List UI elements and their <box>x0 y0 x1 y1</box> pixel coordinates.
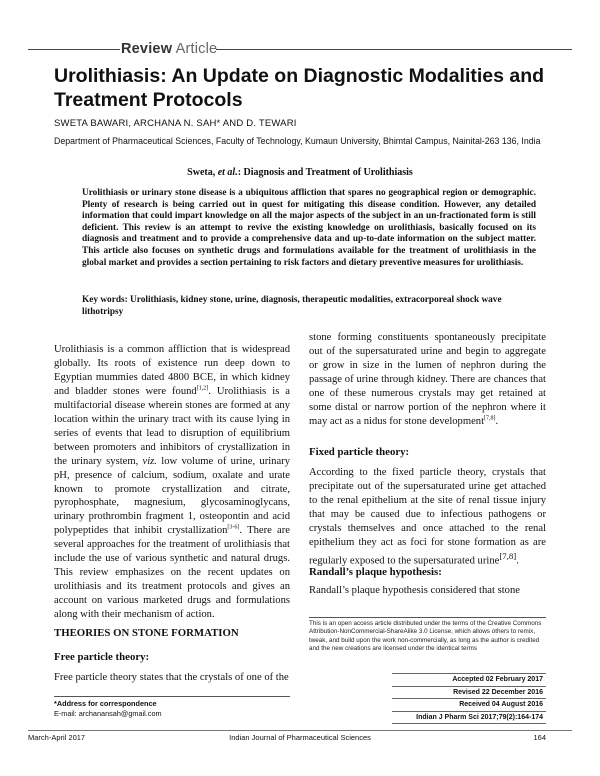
header-rule-left <box>28 49 120 50</box>
citation: [3-6] <box>227 524 240 531</box>
subheading-randall: Randall’s plaque hypothesis: <box>309 566 442 578</box>
free-particle-text: Free particle theory states that the crystals of one of the <box>54 672 289 683</box>
randall-text: Randall’s plaque hypothesis considered that stone <box>309 585 520 596</box>
correspondence-label: *Address for correspondence <box>54 699 157 708</box>
section-label <box>121 40 217 58</box>
continuation-end: . <box>495 415 499 427</box>
fixed-particle-end: . <box>516 555 519 567</box>
abstract: Urolithiasis or urinary stone disease is a ubiquitous affliction that spares no geographical region or demographic. Plenty of research is being carried out in quest for mitigating this disease condition. However, any detailed information that could impart knowledge on all the major aspects of the subject in an un-fractionated form is still deficient. This review is an attempt to revive the existing knowledge on urolithiasis, basically focused on its diagnosis and treatment and to provide a comprehensive data and up-to-date information on the subject matter. This article also focuses on synthetic drugs and formulations available for the treatment of urolithiasis in the global market and provides a section pertaining to risk factors and dietary preventive measures for urolithiasis. <box>82 188 536 268</box>
affiliation: Department of Pharmaceutical Sciences, Faculty of Technology, Kumaun University, Bhimtal Campus, Nainital-263 136, India <box>54 136 541 146</box>
running-head <box>0 167 600 179</box>
intro-paragraph <box>54 343 290 622</box>
article-title: Urolithiasis: An Update on Diagnostic Modalities and Treatment Protocols <box>54 65 545 111</box>
keywords-label: Key words: <box>82 295 128 305</box>
fixed-particle-body: According to the fixed particle theory, crystals that precipitate out of the supersaturated urine get attached to the renal epithelium at the site of renal tissue injury that may be caused due to infectious pathogens or crystals themselves and once attached to the renal epithelium they act as foci for stone formation as are regularly exposed to the supersaturated urine <box>309 467 546 567</box>
revised-date: Revised 22 December 2016 <box>392 686 546 699</box>
footer-issue: March-April 2017 <box>28 733 86 742</box>
author-list: SWETA BAWARI, ARCHANA N. SAH* AND D. TEWARI <box>54 118 297 129</box>
accepted-date: Accepted 02 February 2017 <box>392 673 546 686</box>
footer-journal: Indian Journal of Pharmaceutical Sciences <box>229 733 371 742</box>
intro-text-2: . Urolithiasis is a multifactorial disease wherein stones are formed at any location within the urinary tract with its cause lying in series of events that lead to disruption of equilibrium between promoters and inhibitors of crystallization in the urinary system, <box>54 385 290 467</box>
correspondence-email: E-mail: archanansah@gmail.com <box>54 709 162 718</box>
license-notice: This is an open access article distributed under the terms of the Creative Commons Attribution-NonCommercial-ShareAlike 3.0 License, which allows others to remix, tweak, and build upon the work non-commercially, as long as the author is credited and the new creations are licensed under the identical terms <box>309 620 542 653</box>
keywords-text: Urolithiasis, kidney stone, urine, diagnosis, therapeutic modalities, extracorporeal shock wave lithotripsy <box>82 295 502 317</box>
citation: [1,2] <box>196 385 209 392</box>
section-heading-theories: THEORIES ON STONE FORMATION <box>54 627 239 639</box>
running-head-author: Sweta, <box>187 167 218 178</box>
section-label-article: Article <box>175 41 218 57</box>
citation-line: Indian J Pharm Sci 2017;79(2):164-174 <box>392 711 546 725</box>
running-head-title: : Diagnosis and Treatment of Urolithiasis <box>237 167 413 178</box>
continuation-text: stone forming constituents spontaneously precipitate out of the supersaturated urine and begin to aggregate or grow in size in the lumen of nephron during the passage of urine through kidney. There are chances that one of these numerous crystals may get retained at some distal or narrow portion of the nephron where it may act as a nidus for stone development <box>309 332 546 427</box>
article-dates <box>392 673 546 724</box>
subheading-free-particle: Free particle theory: <box>54 651 150 663</box>
intro-text-3: low volume of urine, urinary pH, presence of calcium, sodium, oxalate and urate known to promote crystallization and citrate, pyrophosphate, magnesium, glycosaminoglycans, urinary prothrombin fragment 1, osteopontin and acid polypeptides that inhibit crystallization <box>54 455 290 537</box>
footer-rule <box>28 730 572 731</box>
page-number: 164 <box>533 733 546 742</box>
citation: [7,8] <box>484 415 496 422</box>
intro-text-4: . There are several approaches for the treatment of urolithiasis that include the use of various synthetic and natural drugs. This review emphasizes on the recent updates on urolithiasis and its treatment protocols and gives an account on various marketed drugs and formulations along with their mechanism of action. <box>54 525 290 621</box>
subheading-fixed-particle: Fixed particle theory: <box>309 446 410 458</box>
keywords <box>82 295 536 318</box>
section-label-review: Review <box>121 41 173 57</box>
correspondence-rule <box>54 696 290 697</box>
license-rule <box>309 617 546 618</box>
header-rule-right <box>216 49 572 50</box>
fixed-particle-text <box>309 466 546 568</box>
running-head-etal: et al. <box>217 167 238 178</box>
received-date: Received 04 August 2016 <box>392 698 546 711</box>
intro-viz: viz. <box>142 455 157 467</box>
citation: [7,8] <box>499 550 517 561</box>
continuation-paragraph <box>309 331 546 429</box>
intro-text-1: Urolithiasis is a common affliction that is widespread globally. Its roots of existence run deep down to Egyptian mummies dated 4800 BCE, in which kidney and bladder stones were found <box>54 344 290 397</box>
